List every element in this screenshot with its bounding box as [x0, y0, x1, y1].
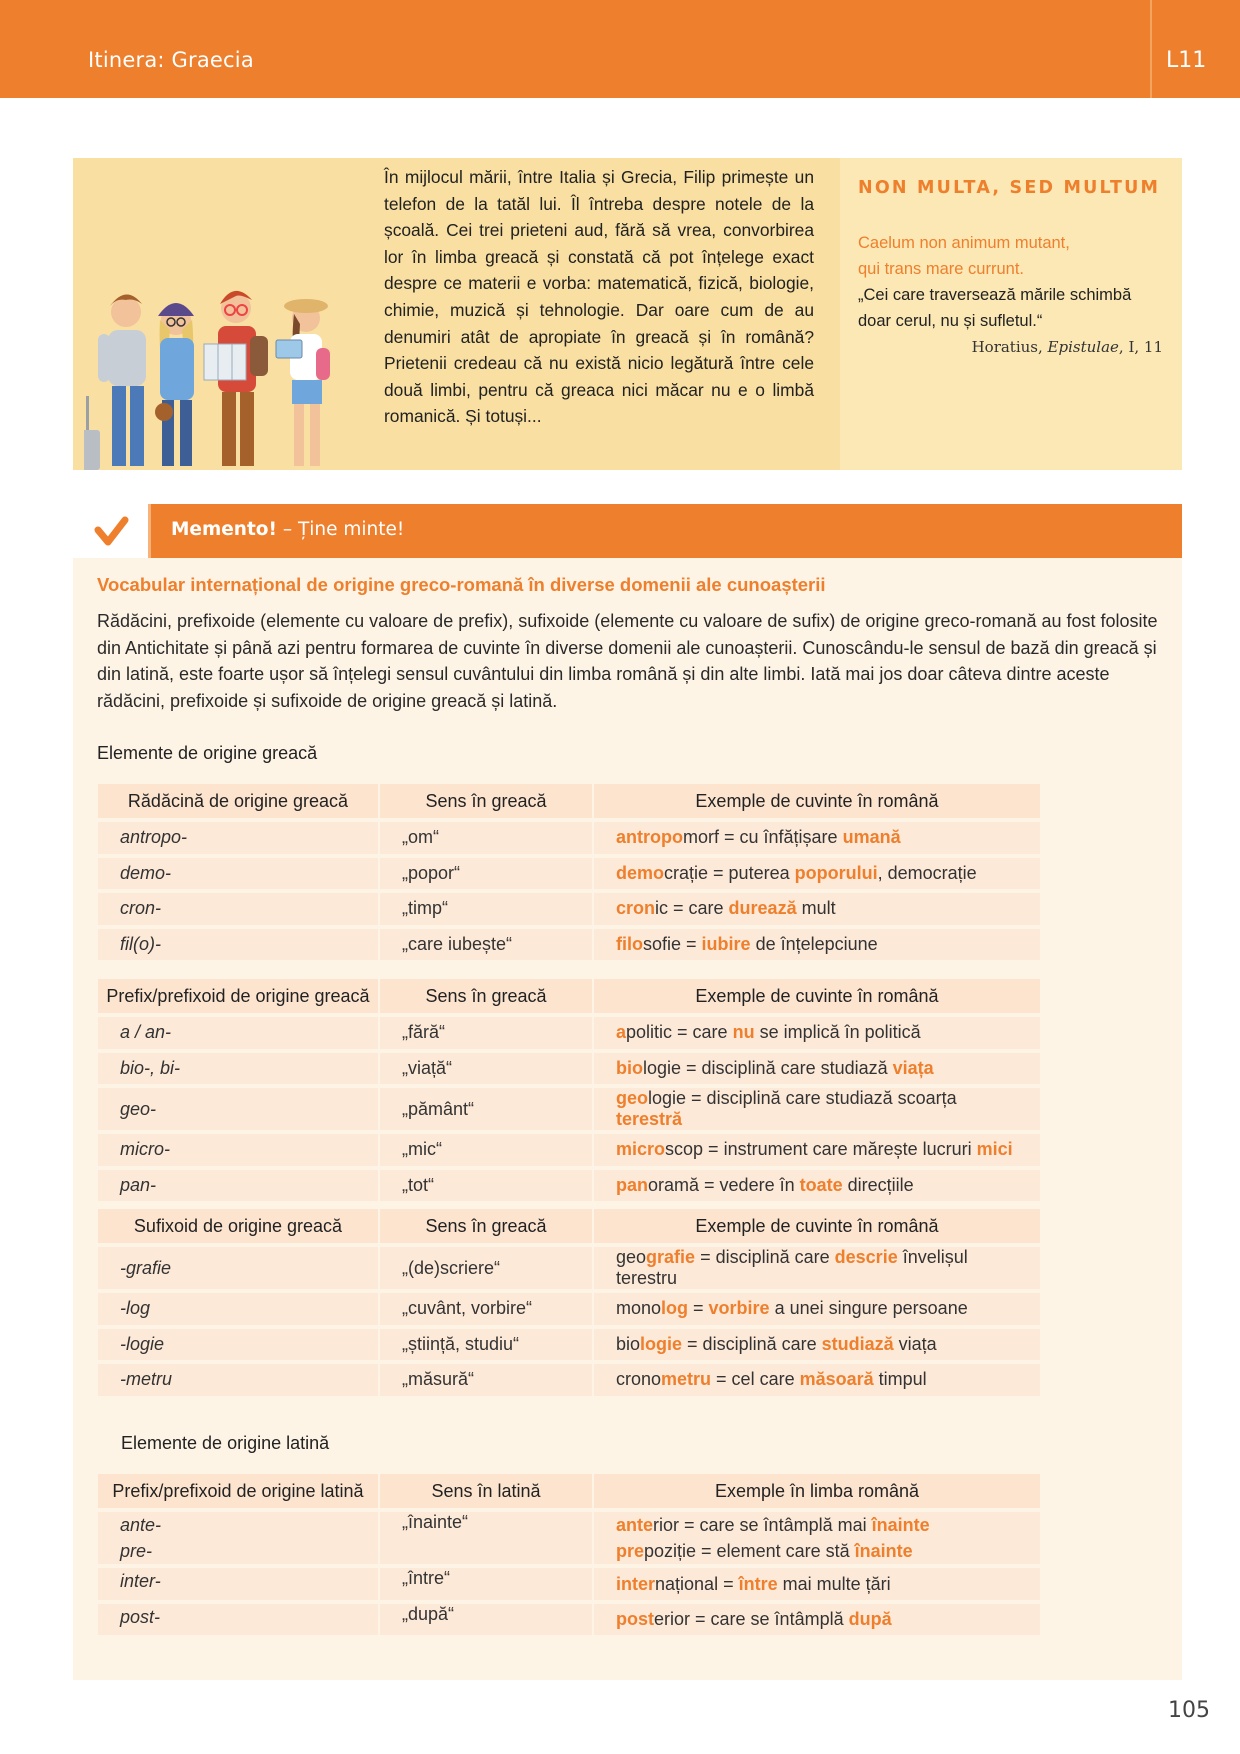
element-cell — [98, 1604, 378, 1636]
quote-title: NON MULTA, SED MULTUM — [858, 178, 1161, 198]
example-cell — [594, 1053, 1040, 1085]
element-cell: fil(o)- — [98, 929, 378, 961]
table-row — [98, 1088, 1040, 1130]
highlighted-morpheme: antropo — [616, 827, 683, 848]
table-row — [98, 1053, 1040, 1085]
table-row — [98, 929, 1040, 961]
column-header: Exemple de cuvinte în română — [594, 784, 1040, 818]
example-cell — [594, 1134, 1040, 1166]
example-text: logie = disciplină care studiază — [643, 1057, 893, 1078]
example-text: oramă = vedere în — [648, 1174, 800, 1195]
column-header: Rădăcină de origine greacă — [98, 784, 378, 818]
highlighted-morpheme: inter — [616, 1573, 656, 1594]
example-text: viața — [893, 1333, 937, 1354]
example-text: poziție = element care stă — [644, 1541, 855, 1561]
highlighted-morpheme: logie — [640, 1333, 683, 1354]
highlighted-morpheme: după — [848, 1609, 892, 1630]
meaning-cell: „timp“ — [380, 893, 592, 925]
highlighted-morpheme: geo — [616, 1088, 649, 1108]
element-line: inter- — [120, 1571, 161, 1591]
element-cell: bio-, bi- — [98, 1053, 378, 1085]
highlighted-morpheme: ante — [616, 1515, 654, 1535]
table-row — [98, 1364, 1040, 1396]
highlighted-morpheme: durează — [728, 898, 797, 919]
example-cell — [594, 893, 1040, 925]
section-body: Rădăcini, prefixoide (elemente cu valoare de prefix), sufixoide (elemente cu valoare de sufix) de origine greco-romană au fost folosite din Antichitate și până azi pentru formarea de cuvinte în diverse domenii ale cunoașterii. Cunoscându-le sensul de bază din greacă și din latină, este foarte ușor să înțelegi sensul cuvântului din limba română și din alte limbi. Iată mai jos doar câteva dintre aceste rădăcini, prefixoide și sufixoide de origine greacă și latină. — [97, 611, 1158, 712]
element-cell — [98, 1512, 378, 1564]
column-header: Exemple în limba română — [594, 1474, 1040, 1508]
example-text: sofie = — [643, 933, 702, 954]
example-cell — [594, 1247, 1040, 1289]
highlighted-morpheme: înainte — [854, 1541, 913, 1561]
column-header: Prefix/prefixoid de origine greacă — [98, 979, 378, 1013]
greek-prefixes-table — [96, 975, 1042, 1205]
example-cell — [594, 1568, 1040, 1600]
element-cell: -log — [98, 1293, 378, 1325]
table-row — [98, 1512, 1040, 1564]
column-header: Sens în latină — [380, 1474, 592, 1508]
latin-quote-line: Caelum non animum mutant, — [858, 234, 1070, 252]
table-row — [98, 1247, 1040, 1289]
highlighted-morpheme: studiază — [821, 1333, 894, 1354]
example-text: național = — [655, 1573, 739, 1594]
example-text: politic = care — [626, 1022, 733, 1043]
highlighted-morpheme: viața — [892, 1057, 934, 1078]
highlighted-morpheme: poporului — [794, 862, 878, 883]
example-text: = disciplină care — [695, 1247, 835, 1267]
example-text: de înțelepciune — [750, 933, 878, 954]
latin-prefixes-table — [96, 1470, 1042, 1639]
highlighted-morpheme: metru — [661, 1369, 712, 1390]
highlighted-morpheme: grafie — [646, 1247, 696, 1267]
travelers-illustration — [84, 270, 364, 470]
translation-line: doar cerul, nu și sufletul.“ — [858, 312, 1043, 330]
example-text: = — [688, 1298, 709, 1319]
column-header: Sufixoid de origine greacă — [98, 1209, 378, 1243]
example-text: ic = care — [655, 898, 729, 919]
meaning-cell: „după“ — [380, 1604, 592, 1636]
meaning-cell: „înainte“ — [380, 1512, 592, 1564]
meaning-cell: „fără“ — [380, 1017, 592, 1049]
meaning-cell: „măsură“ — [380, 1364, 592, 1396]
example-line — [616, 1538, 1018, 1564]
example-line — [616, 1606, 1018, 1632]
header-divider — [1150, 0, 1152, 98]
highlighted-morpheme: nu — [732, 1022, 755, 1043]
table-row — [98, 1329, 1040, 1361]
example-text: se implică în politică — [754, 1022, 921, 1043]
highlighted-morpheme: a — [616, 1022, 627, 1043]
table-row — [98, 1134, 1040, 1166]
lesson-code: L11 — [1166, 48, 1207, 73]
column-header: Sens în greacă — [380, 979, 592, 1013]
example-cell — [594, 1364, 1040, 1396]
table-row — [98, 1170, 1040, 1202]
element-cell: geo- — [98, 1088, 378, 1130]
greek-elements-heading: Elemente de origine greacă — [97, 743, 318, 763]
table-row — [98, 822, 1040, 854]
highlighted-morpheme: micro — [616, 1139, 666, 1160]
meaning-cell: „între“ — [380, 1568, 592, 1600]
example-text: mono — [616, 1298, 662, 1319]
example-text: mai multe țări — [777, 1573, 891, 1594]
example-cell — [594, 1088, 1040, 1130]
element-cell: demo- — [98, 858, 378, 890]
latin-quote — [858, 230, 1070, 282]
greek-roots-table — [96, 780, 1042, 964]
table-row — [98, 1293, 1040, 1325]
element-cell — [98, 1568, 378, 1600]
example-line — [616, 1512, 1018, 1538]
chapter-title: Itinera: Graecia — [88, 48, 254, 72]
highlighted-morpheme: măsoară — [799, 1369, 874, 1390]
column-header: Exemple de cuvinte în română — [594, 1209, 1040, 1243]
greek-suffixes-table — [96, 1205, 1042, 1400]
checkmark-icon — [73, 504, 148, 558]
example-text: morf = cu înfățișare — [683, 827, 843, 848]
table-row — [98, 1017, 1040, 1049]
meaning-cell: „care iubește“ — [380, 929, 592, 961]
example-cell — [594, 1329, 1040, 1361]
latin-quote-line: qui trans mare currunt. — [858, 260, 1024, 278]
example-cell — [594, 1017, 1040, 1049]
example-text: geo — [616, 1247, 647, 1267]
example-line — [616, 1571, 1018, 1597]
quote-source — [972, 338, 1163, 356]
example-text: bio — [616, 1333, 641, 1354]
example-text: a unei singure persoane — [769, 1298, 968, 1319]
meaning-cell: „om“ — [380, 822, 592, 854]
memento-label-rest: – Ține minte! — [276, 519, 405, 540]
meaning-cell: „viață“ — [380, 1053, 592, 1085]
highlighted-morpheme: bio — [616, 1057, 643, 1078]
latin-elements-heading: Elemente de origine latină — [121, 1433, 330, 1453]
highlighted-morpheme: umană — [842, 827, 901, 848]
highlighted-morpheme: post — [616, 1609, 654, 1630]
example-text: = disciplină care — [682, 1333, 822, 1354]
meaning-cell: „tot“ — [380, 1170, 592, 1202]
example-cell — [594, 1293, 1040, 1325]
memento-label — [171, 519, 404, 540]
element-cell: pan- — [98, 1170, 378, 1202]
source-work: Epistulae — [1047, 338, 1119, 356]
element-cell: -grafie — [98, 1247, 378, 1289]
example-cell — [594, 1604, 1040, 1636]
meaning-cell: „mic“ — [380, 1134, 592, 1166]
memento-check-box — [73, 504, 148, 558]
example-cell — [594, 858, 1040, 890]
romanian-translation — [858, 282, 1178, 334]
element-line: ante- — [120, 1515, 162, 1535]
element-cell: -metru — [98, 1364, 378, 1396]
example-text: scop = instrument care mărește lucruri — [665, 1139, 977, 1160]
highlighted-morpheme: terestră — [616, 1109, 683, 1129]
table-row — [98, 1568, 1040, 1600]
table-row — [98, 1604, 1040, 1636]
memento-label-bold: Memento! — [171, 519, 277, 540]
example-text: erior = care se întâmplă — [654, 1609, 849, 1630]
column-header: Sens în greacă — [380, 784, 592, 818]
example-cell — [594, 929, 1040, 961]
highlighted-morpheme: toate — [799, 1174, 843, 1195]
example-text: crație = puterea — [664, 862, 795, 883]
example-text: învelișul terestru — [616, 1247, 968, 1288]
section-title: Vocabular internațional de origine greco-romană în diverse domenii ale cunoașterii — [97, 574, 826, 595]
example-text: crono — [616, 1369, 662, 1390]
example-cell — [594, 1170, 1040, 1202]
example-text: rior = care se întâmplă mai — [653, 1515, 872, 1535]
highlighted-morpheme: pan — [616, 1174, 649, 1195]
example-text: = cel care — [711, 1369, 800, 1390]
example-cell — [594, 822, 1040, 854]
highlighted-morpheme: cron — [616, 898, 656, 919]
meaning-cell: „cuvânt, vorbire“ — [380, 1293, 592, 1325]
example-text: direcțiile — [842, 1174, 914, 1195]
element-cell: a / an- — [98, 1017, 378, 1049]
element-line: post- — [120, 1606, 161, 1627]
element-cell: micro- — [98, 1134, 378, 1166]
highlighted-morpheme: iubire — [701, 933, 751, 954]
highlighted-morpheme: demo — [616, 862, 665, 883]
column-header: Sens în greacă — [380, 1209, 592, 1243]
translation-line: „Cei care traversează mările schimbă — [858, 286, 1132, 304]
example-text: , democrație — [877, 862, 977, 883]
intro-story-text: În mijlocul mării, între Italia și Grecia, Filip primește un telefon de la tatăl lui. Îl întreba despre notele de la școală. Cei trei prieteni aud, fără să vrea, convorbirea lor în limba greacă și constată că pot înțelege exact despre ce materii e vorba: matematică, fizică, biologie, chimie, muzică și tehnologie. Dar oare cum de au denumiri atât de apropiate în greacă și în română? Prietenii credeau că nu există nicio legătură între cele două limbi, pentru că greaca nici măcar nu e o limbă romanică. Și totuși... — [384, 167, 814, 427]
example-text: logie = disciplină care studiază scoarța — [648, 1088, 957, 1108]
highlighted-morpheme: pre — [616, 1541, 645, 1561]
example-text: mult — [796, 898, 836, 919]
highlighted-morpheme: înainte — [871, 1515, 930, 1535]
meaning-cell: „pământ“ — [380, 1088, 592, 1130]
element-cell: cron- — [98, 893, 378, 925]
meaning-cell: „popor“ — [380, 858, 592, 890]
highlighted-morpheme: descrie — [834, 1247, 898, 1267]
element-line: pre- — [120, 1541, 153, 1561]
highlighted-morpheme: log — [661, 1298, 689, 1319]
column-header: Prefix/prefixoid de origine latină — [98, 1474, 378, 1508]
highlighted-morpheme: mici — [976, 1139, 1013, 1160]
meaning-cell: „știință, studiu“ — [380, 1329, 592, 1361]
page-number: 105 — [1168, 1698, 1210, 1723]
element-cell: -logie — [98, 1329, 378, 1361]
source-author: Horatius, — [971, 338, 1043, 356]
highlighted-morpheme: filo — [616, 933, 643, 954]
highlighted-morpheme: vorbire — [708, 1298, 770, 1319]
example-text: timpul — [873, 1369, 927, 1390]
memento-divider — [148, 504, 151, 558]
meaning-cell: „(de)scriere“ — [380, 1247, 592, 1289]
table-row — [98, 893, 1040, 925]
highlighted-morpheme: între — [738, 1573, 778, 1594]
table-row — [98, 858, 1040, 890]
source-reference: , I, 11 — [1118, 338, 1163, 356]
element-cell: antropo- — [98, 822, 378, 854]
column-header: Exemple de cuvinte în română — [594, 979, 1040, 1013]
example-cell — [594, 1512, 1040, 1564]
